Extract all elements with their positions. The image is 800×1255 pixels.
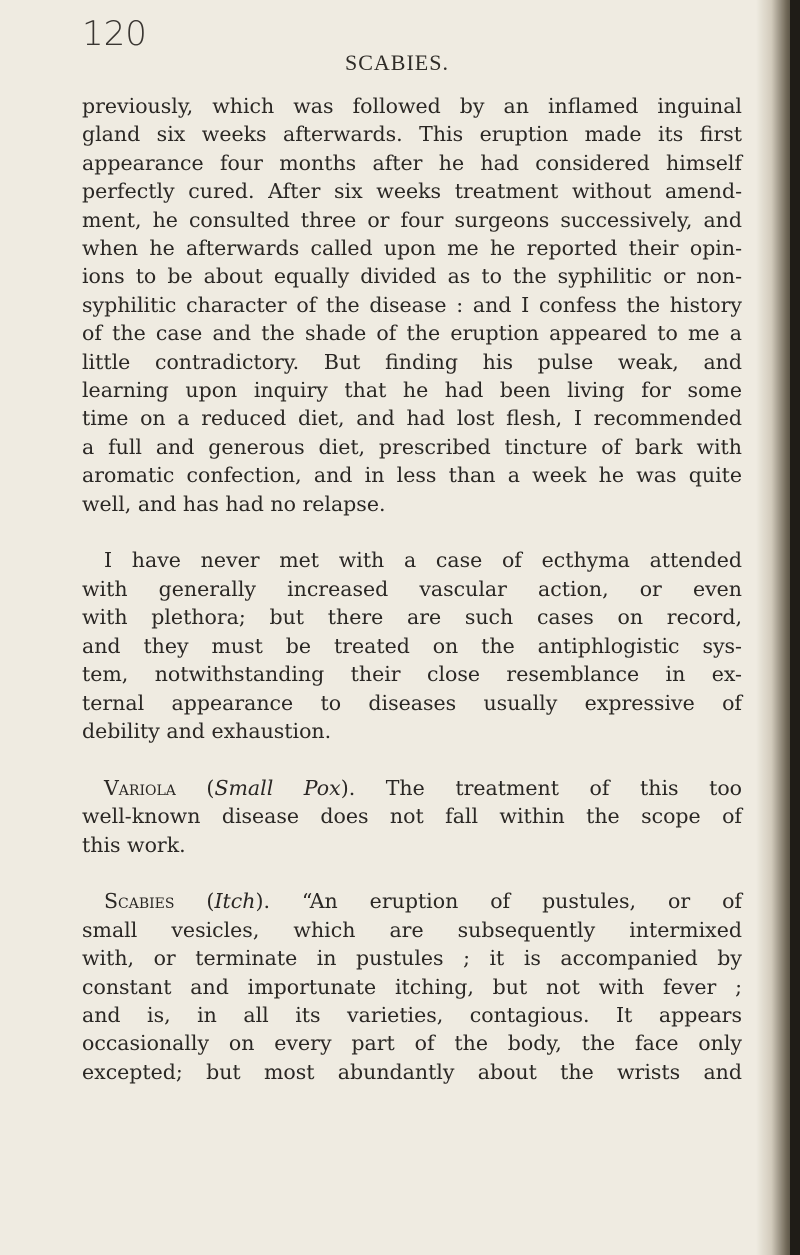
text-line: syphilitic character of the disease : and I confess the history bbox=[82, 292, 742, 317]
text-line: well, and has had no relapse. bbox=[82, 491, 386, 516]
text-line: occasionally on every part of the body, the face only bbox=[82, 1031, 742, 1056]
text-line: constant and importunate itching, but not with fever ; bbox=[82, 974, 742, 999]
text-line: tem, notwithstanding their close resemblance in ex- bbox=[82, 662, 742, 687]
text-line: well-known disease does not fall within the scope of bbox=[82, 804, 742, 829]
text-line: ment, he consulted three or four surgeons successively, and bbox=[82, 207, 742, 232]
text-line: and is, in all its varieties, contagious. It appears bbox=[82, 1002, 742, 1027]
paragraph-scabies bbox=[82, 887, 742, 1086]
section-term: Variola bbox=[104, 775, 176, 800]
text-fragment: . The treatment of this too bbox=[348, 775, 743, 800]
paragraph-ecthyma bbox=[82, 546, 742, 745]
paragraph-continuation bbox=[82, 92, 742, 518]
text-line: ternal appearance to diseases usually expressive of bbox=[82, 690, 742, 715]
text-fragment: . “An eruption of pustules, or of bbox=[263, 889, 743, 914]
text-line: ions to be about equally divided as to the syphilitic or non- bbox=[82, 264, 742, 289]
text-line: and they must be treated on the antiphlogistic sys- bbox=[82, 633, 742, 658]
text-line: Variola (Small Pox). The treatment of this too bbox=[104, 775, 743, 800]
section-term: Scabies bbox=[104, 889, 175, 914]
paragraph-variola bbox=[82, 774, 742, 859]
running-head: SCABIES. bbox=[345, 50, 449, 75]
text-line: debility and exhaustion. bbox=[82, 718, 332, 743]
text-line: a full and generous diet, prescribed tincture of bark with bbox=[82, 434, 742, 459]
text-line: little contradictory. But finding his pulse weak, and bbox=[82, 349, 742, 374]
section-gloss: Small Pox bbox=[214, 775, 341, 800]
text-line: small vesicles, which are subsequently intermixed bbox=[82, 917, 742, 942]
text-line: gland six weeks afterwards. This eruption made its first bbox=[82, 122, 742, 147]
text-line: aromatic confection, and in less than a week he was quite bbox=[82, 463, 742, 488]
text-line: of the case and the shade of the eruption appeared to me a bbox=[82, 321, 742, 346]
page-number: 120 bbox=[82, 14, 147, 54]
text-line: with, or terminate in pustules ; it is accompanied by bbox=[82, 946, 742, 971]
text-line: excepted; but most abundantly about the wrists and bbox=[82, 1059, 742, 1084]
book-binding-edge bbox=[790, 0, 800, 1255]
text-line: with plethora; but there are such cases on record, bbox=[82, 605, 742, 630]
text-line: I have never met with a case of ecthyma attended bbox=[104, 548, 742, 573]
text-line: appearance four months after he had considered himself bbox=[82, 150, 742, 175]
text-line: perfectly cured. After six weeks treatment without amend- bbox=[82, 179, 742, 204]
text-line: previously, which was followed by an inflamed inguinal bbox=[82, 94, 742, 118]
text-line: with generally increased vascular action, or even bbox=[82, 576, 742, 601]
text-line: learning upon inquiry that he had been living for some bbox=[82, 378, 742, 403]
text-line: time on a reduced diet, and had lost flesh, I recommended bbox=[82, 406, 742, 431]
text-line: when he afterwards called upon me he reported their opin- bbox=[82, 236, 742, 261]
text-line: this work. bbox=[82, 832, 186, 857]
text-line: Scabies (Itch). “An eruption of pustules, or of bbox=[104, 889, 743, 914]
section-gloss: Itch bbox=[214, 889, 256, 914]
body-text bbox=[82, 92, 742, 1086]
